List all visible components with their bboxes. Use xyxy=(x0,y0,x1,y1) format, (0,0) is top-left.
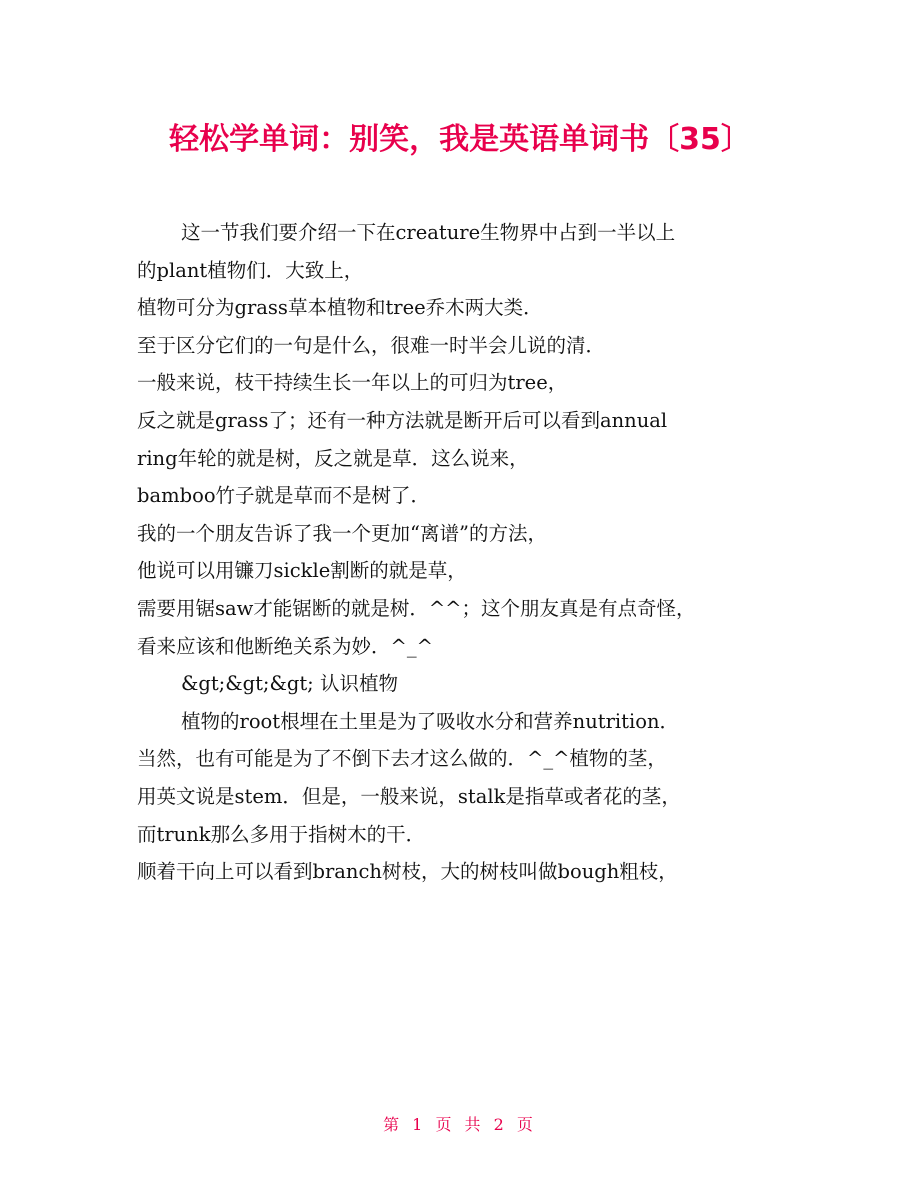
paragraph-line: 顺着干向上可以看到branch树枝，大的树枝叫做bough粗枝， xyxy=(137,860,678,884)
paragraph-line: 植物可分为grass草本植物和tree乔木两大类． xyxy=(137,296,543,320)
paragraph-line: 一般来说，枝干持续生长一年以上的可归为tree， xyxy=(137,371,568,395)
section-heading: &gt;&gt;&gt; 认识植物 xyxy=(181,672,398,696)
paragraph-line: 而trunk那么多用于指树木的干． xyxy=(137,822,426,846)
paragraph-line: ring年轮的就是树，反之就是草．这么说来， xyxy=(137,446,529,470)
paragraph-line: 他说可以用镰刀sickle割断的就是草， xyxy=(137,559,467,583)
document-body xyxy=(137,214,787,891)
page-footer: 第 1 页 共 2 页 xyxy=(383,1115,537,1134)
paragraph-line: 植物的root根埋在土里是为了吸收水分和营养nutrition． xyxy=(181,709,680,733)
paragraph-line: 我的一个朋友告诉了我一个更加“离谱”的方法， xyxy=(137,521,547,545)
paragraph-line: 需要用锯saw才能锯断的就是树．^^；这个朋友真是有点奇怪， xyxy=(137,596,696,620)
paragraph-line: 反之就是grass了；还有一种方法就是断开后可以看到annual xyxy=(137,408,668,432)
paragraph-line: 的plant植物们．大致上， xyxy=(137,258,364,282)
document-title: 轻松学单词：别笑，我是英语单词书〔35〕 xyxy=(169,122,751,157)
paragraph-line: 当然，也有可能是为了不倒下去才这么做的．^_^植物的茎， xyxy=(137,747,667,771)
paragraph-line: 这一节我们要介绍一下在creature生物界中占到一半以上 xyxy=(181,221,676,244)
paragraph-line: 看来应该和他断绝关系为妙．^_^ xyxy=(137,634,433,658)
paragraph-line: 至于区分它们的一句是什么，很难一时半会儿说的清． xyxy=(137,333,606,357)
paragraph-line: 用英文说是stem．但是，一般来说，stalk是指草或者花的茎， xyxy=(137,784,681,808)
paragraph-line: bamboo竹子就是草而不是树了． xyxy=(137,484,431,508)
